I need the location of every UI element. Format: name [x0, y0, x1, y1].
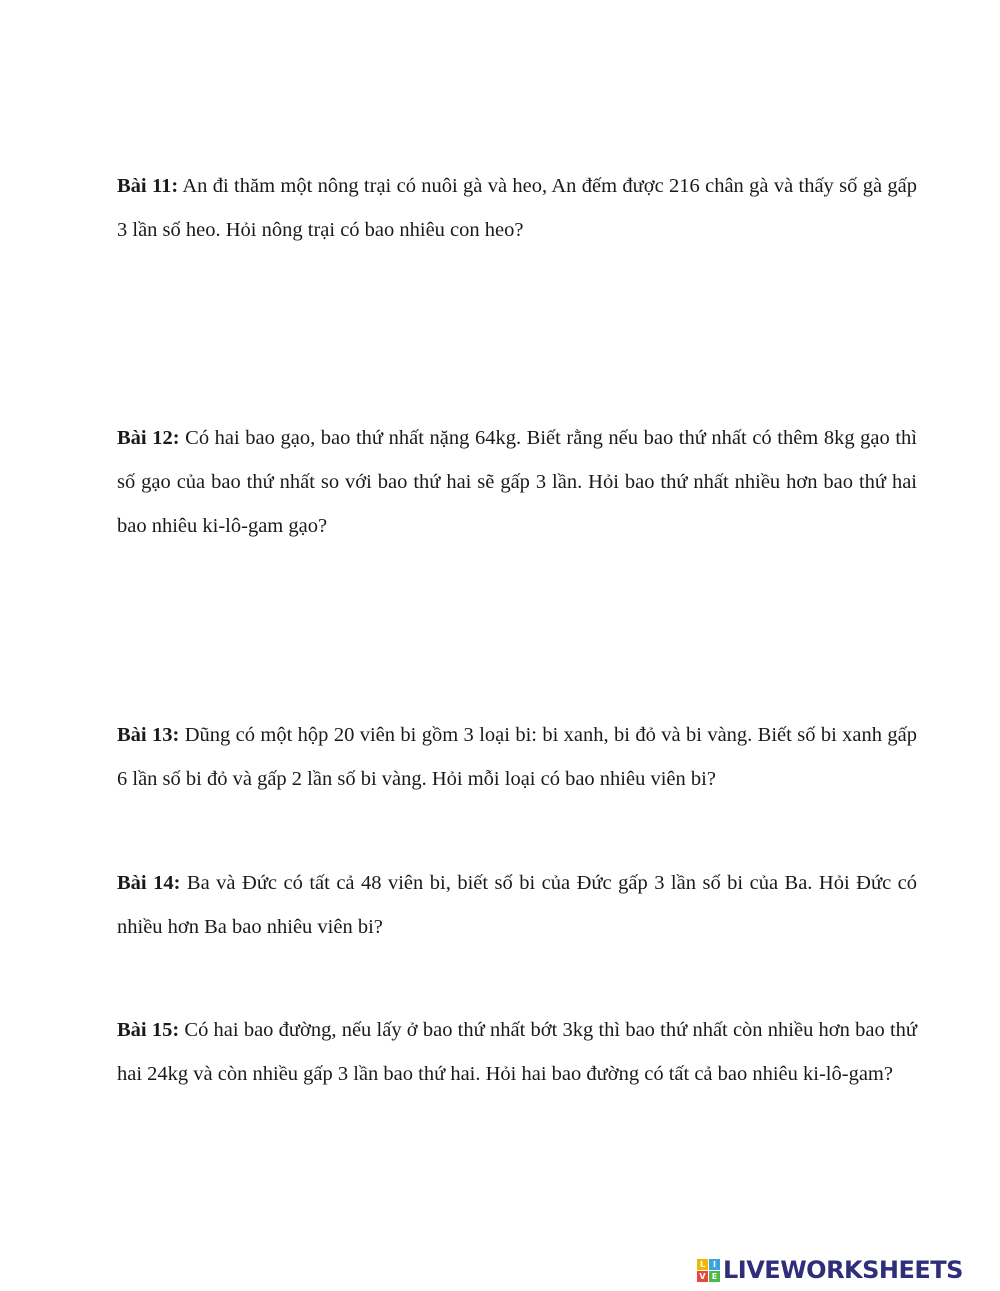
problem-text: Dũng có một hộp 20 viên bi gồm 3 loại bi: bi xanh, bi đỏ và bi vàng. Biết số bi xanh gấp 6 lần số bi đỏ và gấp 2 lần số bi vàng. Hỏi mỗi loại có bao nhiêu viên bi? [117, 724, 918, 790]
problem-label: Bài 11: [117, 175, 179, 197]
brand-name: LIVEWORKSHEETS [723, 1256, 963, 1284]
logo-tile-i: I [709, 1259, 720, 1270]
problem-text: Có hai bao đường, nếu lấy ở bao thứ nhất bớt 3kg thì bao thứ nhất còn nhiều hơn bao thứ hai 24kg và còn nhiều gấp 3 lần bao thứ hai. Hỏi hai bao đường có tất cả bao nhiêu ki-lô-gam? [117, 1019, 918, 1085]
logo-tile-l: L [697, 1259, 708, 1270]
problem-label: Bài 14: [117, 872, 181, 894]
problem-text: An đi thăm một nông trại có nuôi gà và heo, An đếm được 216 chân gà và thấy số gà gấp 3 lần số heo. Hỏi nông trại có bao nhiêu con heo? [117, 175, 917, 241]
problem-12 [117, 416, 917, 548]
problem-13 [117, 713, 917, 801]
problem-15 [117, 1008, 917, 1096]
liveworksheets-watermark [697, 1254, 963, 1286]
logo-tile-v: V [697, 1271, 708, 1282]
logo-tile-e: E [709, 1271, 720, 1282]
problem-text: Ba và Đức có tất cả 48 viên bi, biết số bi của Đức gấp 3 lần số bi của Ba. Hỏi Đức có nhiều hơn Ba bao nhiêu viên bi? [117, 872, 917, 938]
liveworksheets-logo-icon [697, 1259, 720, 1282]
problem-11 [117, 164, 917, 252]
problem-14 [117, 861, 917, 949]
problem-label: Bài 15: [117, 1019, 180, 1041]
problem-label: Bài 12: [117, 427, 180, 449]
problem-label: Bài 13: [117, 724, 180, 746]
problem-text: Có hai bao gạo, bao thứ nhất nặng 64kg. Biết rằng nếu bao thứ nhất có thêm 8kg gạo thì số gạo của bao thứ nhất so với bao thứ hai sẽ gấp 3 lần. Hỏi bao thứ nhất nhiều hơn bao thứ hai bao nhiêu ki-lô-gam gạo? [117, 427, 918, 537]
